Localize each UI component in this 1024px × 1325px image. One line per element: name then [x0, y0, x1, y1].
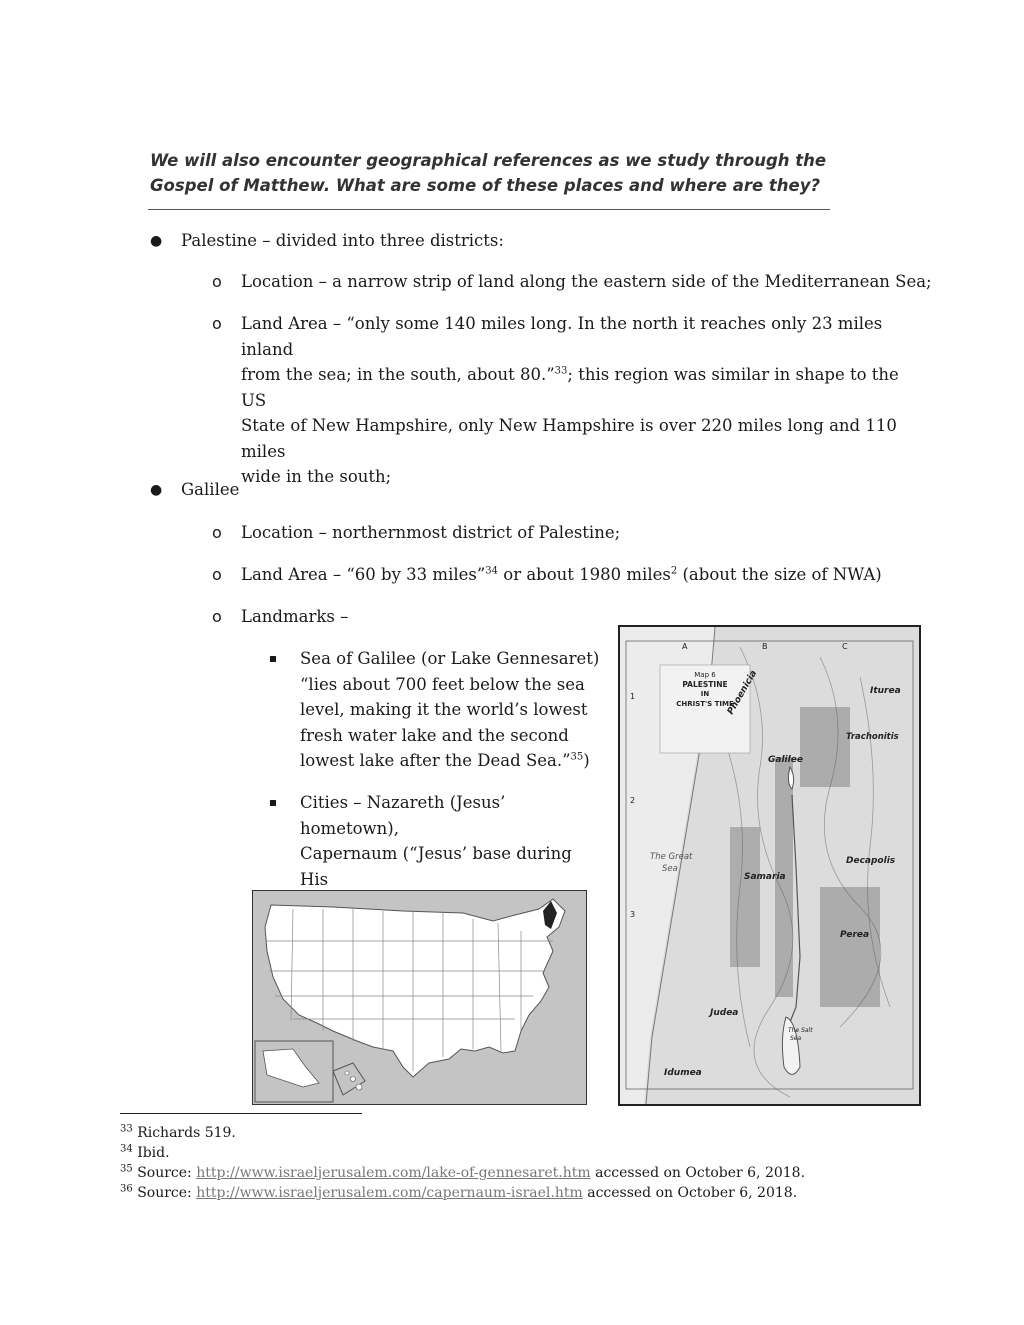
- map-col-label: C: [842, 642, 848, 651]
- map-row-label: 3: [630, 910, 636, 919]
- map-label-iturea: Iturea: [870, 686, 901, 696]
- footnote-number: 34: [120, 1143, 133, 1155]
- footnote-text: Richards 519.: [137, 1125, 236, 1141]
- land-area-text: from the sea; in the south, about 80.”: [241, 365, 555, 384]
- sea-line: “lies about 700 feet below the sea: [300, 674, 585, 694]
- sea-line: Sea of Galilee (or Lake Gennesaret): [300, 649, 600, 668]
- map-label-salt-sea: Sea: [790, 1035, 802, 1042]
- heading-line-1: We will also encounter geographical references as we study through the: [150, 151, 827, 170]
- footnote-link[interactable]: http://www.israeljerusalem.com/capernaum-israel.htm: [196, 1185, 583, 1201]
- map-label-idumea: Idumea: [664, 1068, 702, 1078]
- footnote-text: Source:: [137, 1185, 197, 1201]
- galilee-land-area: [241, 562, 882, 588]
- sub-bullet: o: [212, 607, 222, 626]
- footnote-ref[interactable]: 34: [485, 565, 499, 577]
- land-area-line: State of New Hampshire, only New Hampshire is over 220 miles long and 110 miles: [241, 416, 897, 461]
- palestine-land-area: [241, 311, 921, 490]
- footnote-rule: [120, 1113, 362, 1114]
- map-title-line: PALESTINE: [682, 680, 728, 689]
- land-area-text: (about the size of NWA): [677, 565, 882, 584]
- palestine-title: Palestine – divided into three districts:: [181, 231, 504, 250]
- footnote-link[interactable]: http://www.israeljerusalem.com/lake-of-gennesaret.htm: [196, 1165, 591, 1181]
- footnote-number: 36: [120, 1183, 133, 1195]
- sub-bullet: o: [212, 272, 222, 291]
- map-col-label: B: [762, 642, 768, 651]
- map-label-judea: Judea: [710, 1008, 739, 1018]
- land-area-text: or about 1980 miles: [498, 565, 671, 584]
- map-title-line: IN: [700, 690, 710, 698]
- landmarks-label: Landmarks –: [241, 607, 349, 626]
- map-label-phoenicia: Phoenicia: [725, 668, 760, 717]
- map-title-line: Map 6: [694, 671, 716, 679]
- footnote: [120, 1184, 797, 1202]
- land-area-line: Land Area – “only some 140 miles long. In the north it reaches only 23 miles inland: [241, 314, 883, 359]
- map-col-label: A: [682, 642, 688, 651]
- footnote-text: Source:: [137, 1165, 197, 1181]
- footnote-ref[interactable]: 33: [554, 365, 568, 377]
- bullet-dot: ●: [150, 482, 163, 498]
- land-area-text: ; this region was similar in shape to the US: [241, 365, 899, 410]
- map-label-samaria: Samaria: [744, 872, 786, 882]
- palestine-location: Location – a narrow strip of land along the eastern side of the Mediterranean Sea;: [241, 272, 932, 291]
- footnote-number: 33: [120, 1123, 133, 1135]
- map-label-trachonitis: Trachonitis: [846, 732, 899, 742]
- map-label-galilee: Galilee: [768, 755, 803, 765]
- land-area-text: Land Area – “60 by 33 miles”: [241, 565, 486, 584]
- sub-bullet: o: [212, 565, 222, 584]
- sea-of-galilee: [300, 646, 600, 774]
- map-label-great-sea: Sea: [662, 864, 678, 874]
- section-heading: [150, 148, 830, 198]
- sea-line: level, making it the world’s lowest: [300, 700, 588, 719]
- galilee-title: Galilee: [181, 480, 240, 499]
- palestine-map-image: [618, 625, 921, 1106]
- footnote-ref[interactable]: 35: [570, 751, 584, 763]
- galilee-location: Location – northernmost district of Palestine;: [241, 523, 621, 542]
- footnote: [120, 1144, 170, 1162]
- map-row-label: 2: [630, 796, 636, 805]
- square-bullet: [270, 800, 276, 806]
- cities-line: Cities – Nazareth (Jesus’ hometown),: [300, 793, 506, 838]
- heading-rule: [148, 209, 830, 210]
- map-label-great-sea: The Great: [650, 852, 693, 862]
- superscript: 2: [670, 565, 678, 577]
- square-bullet: [270, 656, 276, 662]
- us-map-graphic: [253, 891, 586, 1104]
- us-map-image: [252, 890, 587, 1105]
- footnote-text: accessed on October 6, 2018.: [590, 1165, 806, 1181]
- footnote-text: Ibid.: [137, 1145, 170, 1161]
- cities-line: Capernaum (“Jesus’ base during His: [300, 844, 572, 889]
- sea-line: [300, 748, 600, 774]
- map-row-label: 1: [630, 692, 636, 701]
- land-area-line: [241, 362, 921, 413]
- palestine-map-graphic: [620, 627, 919, 1104]
- land-area-line: wide in the south;: [241, 467, 392, 486]
- footnote: [120, 1124, 236, 1142]
- map-title-line: CHRIST'S TIME: [676, 700, 734, 708]
- map-label-salt-sea: The Salt: [788, 1027, 813, 1034]
- sea-line: fresh water lake and the second: [300, 725, 569, 745]
- heading-line-2: Gospel of Matthew. What are some of these places and where are they?: [150, 176, 821, 195]
- sub-bullet: o: [212, 314, 222, 333]
- sea-text: ): [583, 751, 590, 770]
- map-label-decapolis: Decapolis: [846, 856, 896, 866]
- map-label-perea: Perea: [840, 930, 870, 940]
- sea-text: lowest lake after the Dead Sea.”: [300, 751, 571, 770]
- footnote-text: accessed on October 6, 2018.: [582, 1185, 798, 1201]
- footnote-number: 35: [120, 1163, 133, 1175]
- footnote: [120, 1164, 805, 1182]
- bullet-dot: ●: [150, 233, 163, 249]
- sub-bullet: o: [212, 523, 222, 542]
